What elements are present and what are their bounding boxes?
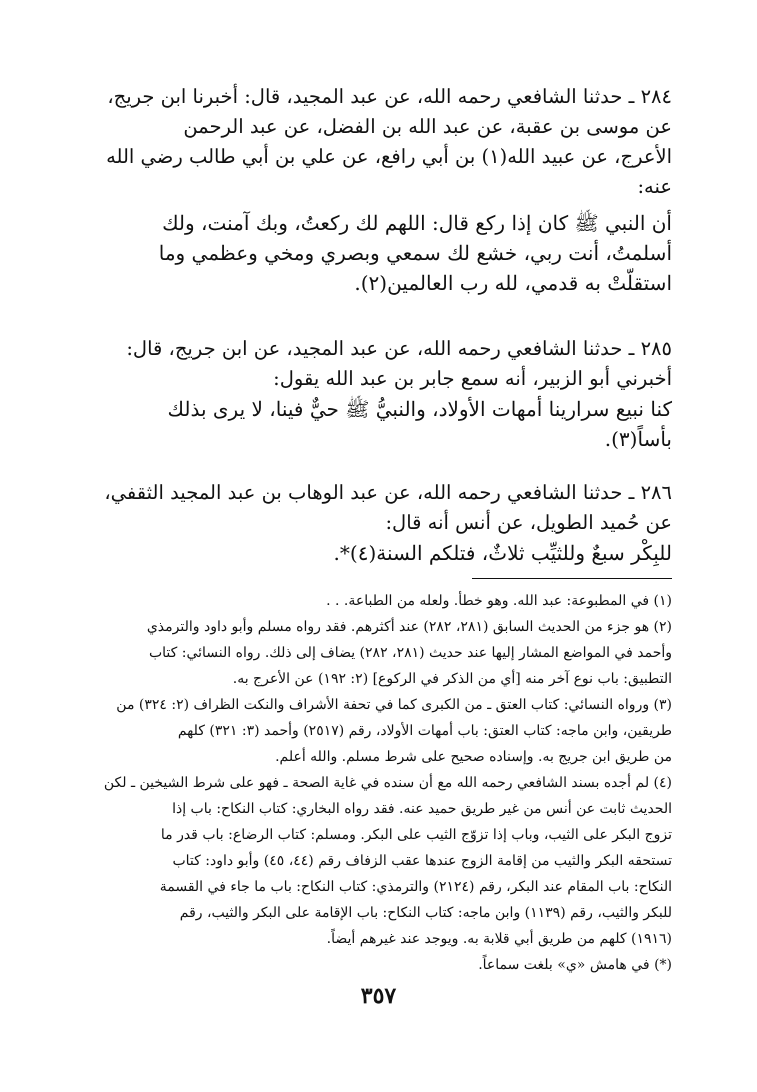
hadith-286-line-2: عن حُميد الطويل، عن أنس أنه قال:	[385, 511, 672, 534]
hadith-284-text-line-1: أن النبي ﷺ كان إذا ركع قال: اللهم لك ركعتُ، وبك آمنت، ولك	[162, 211, 672, 235]
footnote-line: تستحقه البكر والثيب من إقامة الزوج عندها عقب الزفاف رقم (٤٤، ٤٥) وأبو داود: كتاب	[172, 853, 672, 869]
hadith-284	[87, 82, 672, 298]
hadith-286-line-1: ٢٨٦ ـ حدثنا الشافعي رحمه الله، عن عبد الوهاب بن عبد المجيد الثقفي،	[104, 481, 672, 504]
footnote-line: تزوج البكر على الثيب، وباب إذا تزوّج الثيب على البكر. ومسلم: كتاب الرضاع: باب قدر ما	[160, 827, 672, 843]
hadith-285	[87, 334, 672, 454]
hadith-284-text-line-3: استقلّتْ به قدمي، لله رب العالمين(٢).	[354, 271, 672, 295]
footnote-line: (٣) ورواه النسائي: كتاب العتق ـ من الكبرى كما في تحفة الأشراف والنكت الظراف (٢: ٣٢٤) من	[116, 697, 672, 713]
page-number: ٣٥٧	[360, 983, 397, 1009]
hadith-285-text-line-2: بأساً(٣).	[604, 427, 672, 451]
footnote-line: للبكر والثيب، رقم (١١٣٩) وابن ماجه: كتاب النكاح: باب الإقامة على البكر والثيب، رقم	[179, 905, 672, 921]
footnote-line: الحديث ثابت عن أنس من غير طريق حميد عنه. فقد رواه البخاري: كتاب النكاح: باب إذا	[172, 801, 672, 817]
hadith-284-line-1: ٢٨٤ ـ حدثنا الشافعي رحمه الله، عن عبد المجيد، قال: أخبرنا ابن جريج،	[107, 85, 672, 108]
footnote-line: من طريق ابن جريج به. وإسناده صحيح على شرط مسلم. والله أعلم.	[275, 749, 672, 765]
footnotes	[87, 588, 672, 978]
hadith-285-text-line-1: كنا نبيع سرارينا أمهات الأولاد، والنبيُّ ﷺ حيٌّ فينا، لا يرى بذلك	[167, 397, 672, 421]
hadith-284-text-line-2: أسلمتُ، أنت ربي، خشع لك سمعي وبصري ومخي وعظمي وما	[158, 241, 672, 265]
footnote-line: (٢) هو جزء من الحديث السابق (٢٨١، ٢٨٢) عند أكثرهم. فقد رواه مسلم وأبو داود والترمذي	[146, 619, 672, 635]
hadith-285-line-2: أخبرني أبو الزبير، أنه سمع جابر بن عبد الله يقول:	[273, 367, 672, 390]
footnote-line: (*) في هامش «ي» بلغت سماعاً.	[478, 957, 672, 973]
hadith-285-line-1: ٢٨٥ ـ حدثنا الشافعي رحمه الله، عن عبد المجيد، عن ابن جريج، قال:	[126, 337, 672, 360]
hadith-286	[87, 478, 672, 568]
hadith-284-line-3: الأعرج، عن عبيد الله(١) بن أبي رافع، عن علي بن أبي طالب رضي الله	[106, 145, 672, 168]
footnote-separator	[472, 578, 672, 579]
footnote-line: التطبيق: باب نوع آخر منه [أي من الذكر في الركوع] (٢: ١٩٢) عن الأعرج به.	[232, 671, 672, 687]
footnote-line: (١) في المطبوعة: عبد الله. وهو خطأ. ولعله من الطباعة. . .	[326, 593, 672, 609]
footnote-line: (١٩١٦) كلهم من طريق أبي قلابة به. ويوجد عند غيرهم أيضاً.	[326, 931, 672, 947]
footnote-line: طريقين، وابن ماجه: كتاب العتق: باب أمهات الأولاد، رقم (٢٥١٧) وأحمد (٣: ٣٢١) كلهم	[177, 723, 672, 739]
hadith-284-line-2: عن موسى بن عقبة، عن عبد الله بن الفضل، عن عبد الرحمن	[183, 115, 672, 138]
hadith-284-line-4: عنه:	[637, 175, 672, 198]
footnote-line: النكاح: باب المقام عند البكر، رقم (٢١٢٤) والترمذي: كتاب النكاح: باب ما جاء في القسمة	[159, 879, 672, 895]
footnote-line: وأحمد في المواضع المشار إليها عند حديث (٢٨١، ٢٨٢) يضاف إلى ذلك. رواه النسائي: كتاب	[148, 645, 672, 661]
hadith-286-text-line-1: للبِكْر سبعٌ وللثيِّب ثلاثٌ، فتلكم السنة(٤)*.	[333, 541, 672, 565]
footnote-line: (٤) لم أجده بسند الشافعي رحمه الله مع أن سنده في غاية الصحة ـ فهو على شرط الشيخين ـ لكن	[103, 775, 672, 791]
